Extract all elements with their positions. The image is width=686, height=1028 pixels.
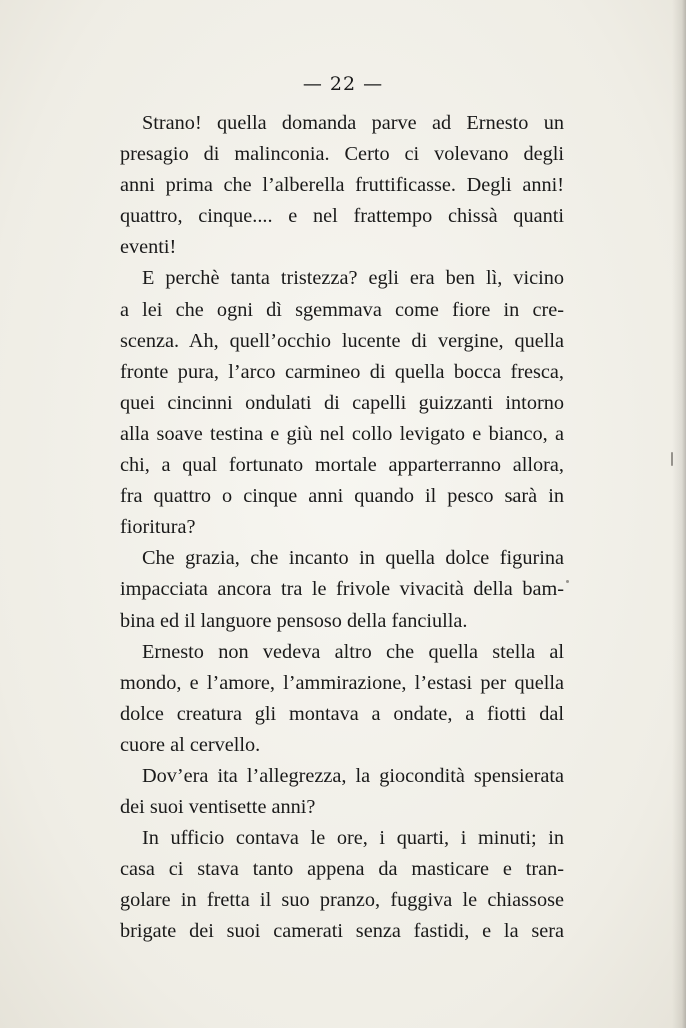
page-edge-shadow [672,0,686,1028]
print-speck [510,498,513,501]
text-line: mondo, e l’amore, l’ammirazione, l’estasi per quella [120,671,564,694]
text-line: cuore al cervello. [120,733,261,756]
text-line: a lei che ogni dì sgemmava come fiore in cre- [120,298,564,321]
text-line: fronte pura, l’arco carmineo di quella bocca fresca, [120,360,564,383]
page-number: — 22 — [302,73,384,95]
print-speck [566,580,569,583]
text-line: Ernesto non vedeva altro che quella stella al [142,640,564,663]
text-line: chi, a qual fortunato mortale apparterranno allora, [120,454,564,477]
text-line: In ufficio contava le ore, i quarti, i minuti; in [142,827,564,850]
text-line: scenza. Ah, quell’occhio lucente di vergine, quella [120,329,564,352]
text-line: golare in fretta il suo pranzo, fuggiva le chiassose [120,889,564,912]
text-line: casa ci stava tanto appena da masticare e tran- [120,858,564,881]
text-line: brigate dei suoi camerati senza fastidi, e la sera [120,920,564,943]
print-speck [671,452,673,466]
text-line: Strano! quella domanda parve ad Ernesto un [142,112,564,134]
text-line: dolce creatura gli montava a ondate, a fiotti dal [120,702,564,725]
text-line: anni prima che l’alberella fruttificasse. Degli anni! [120,174,564,197]
text-line: quattro, cinque.... e nel frattempo chissà quanti [120,205,564,228]
text-line: E perchè tanta tristezza? egli era ben lì, vicino [142,267,564,290]
text-line: fioritura? [120,516,196,539]
text-line: impacciata ancora tra le frivole vivacità della bam- [120,578,564,601]
text-line: quei cincinni ondulati di capelli guizzanti intorno [120,391,564,414]
text-line: alla soave testina e giù nel collo levigato e bianco, a [120,422,564,445]
text-line: presagio di malinconia. Certo ci volevano degli [120,143,564,166]
text-line: Che grazia, che incanto in quella dolce figurina [142,547,564,570]
text-line: bina ed il languore pensoso della fanciulla. [120,609,468,632]
text-line: fra quattro o cinque anni quando il pesco sarà in [120,485,564,508]
text-line: dei suoi ventisette anni? [120,796,316,819]
body-text [120,108,564,948]
text-line: eventi! [120,236,177,259]
text-line: Dov’era ita l’allegrezza, la giocondità spensierata [142,764,564,787]
